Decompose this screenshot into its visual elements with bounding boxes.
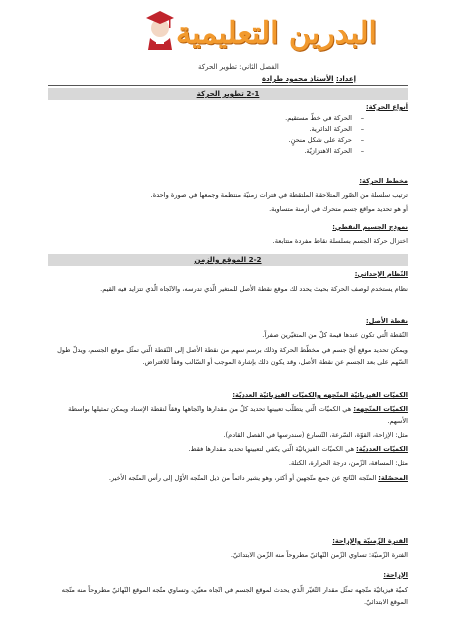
scalar-label: الكميّات العدديّة: bbox=[356, 445, 408, 453]
quantities-block bbox=[46, 390, 408, 484]
interval-heading: الفترة الزّمنيّة والإزاحة: bbox=[332, 537, 408, 545]
paragraph: الفترة الزّمنيّة: تساوي الزّمن النّهائيّ مطروحاً منه الزّمن الابتدائيّ. bbox=[230, 551, 408, 559]
paragraph: ويمكن تحديد موقع أيّ جسم في مخطّط الحركة وذلك برسم سهم من نقطة الأصل إلى النّقطة الّتي تمثّل موقع الجسم، ويدلّ طول السّهم على بعد الجسم عن نقطة الأصل، وقد يكون ذلك بإشارة الموجب أو السّالب وفقاً للافتراض. bbox=[57, 346, 408, 366]
resultant-label: المحصّلة: bbox=[378, 474, 408, 482]
section-band-1 bbox=[48, 88, 408, 100]
paragraph bbox=[46, 444, 408, 455]
origin-block bbox=[46, 316, 408, 368]
displacement-block bbox=[46, 570, 408, 608]
scalar-definition: هي الكميّات الفيزيائيّة الّتي يكفي لتعيينها تحديد مقدارها فقط. bbox=[188, 445, 357, 453]
interval-block bbox=[46, 536, 408, 561]
author-name: الأستاذ محمود طرادة bbox=[262, 75, 334, 83]
section-title-2: 2-2 الموقع والزمن bbox=[194, 255, 262, 264]
paragraph: نظام يستخدم لوصف الحركة بحيث يحدد لك موقع نقطة الأصل للمتغير الّذي تدرسه، والاتّجاه الّذي تتزايد فيه القيم. bbox=[100, 285, 408, 293]
vector-definition: هي الكميّات الّتي يتطلّب تعيينها تحديد كلّ من مقدارها واتّجاهها وفقاً لنقطة الإسناد ويمكن تمثيلها بواسطة الأسهم. bbox=[68, 405, 408, 425]
point-model-heading: نموذج الجسيم النقطي: bbox=[332, 223, 408, 231]
displacement-heading: الإزاحة: bbox=[383, 571, 408, 579]
list-item: – الحركة في خطّ مستقيم. bbox=[46, 113, 368, 124]
origin-heading: نقطة الأصل: bbox=[365, 317, 408, 325]
motion-types-heading: أنواع الحركة: bbox=[366, 103, 408, 111]
paragraph: كميّة فيزيائيّة متّجهه تمثّل مقدار التّغيّر الّذي يحدث لموقع الجسم في اتّجاه معيّن، وتساوي متّجه الموقع النّهائيّ مطروحاً منه متّجه الموقع الابتدائيّ. bbox=[61, 586, 408, 606]
paragraph: اختزال حركة الجسم بسلسلة نقاط مفردة متتابعة. bbox=[272, 237, 408, 245]
graduation-cap-icon bbox=[140, 4, 180, 52]
paragraph bbox=[46, 403, 408, 427]
paragraph: النّقطة الّتي تكون عندها قيمة كلّ من المتغيّرين صفراً. bbox=[262, 331, 408, 339]
point-model-block bbox=[46, 222, 408, 247]
prepared-by-label: إعداد: bbox=[336, 75, 357, 83]
coordinate-system-heading: النّظام الإحداثي: bbox=[354, 270, 408, 278]
paragraph: ترتيب سلسلة من الصّور المتلاحقة الملتقطة في فترات زمنيّة منتظمة وجمعها في صورة واحدة. bbox=[150, 191, 408, 199]
list-item: – الحركة الاهتزازيّة. bbox=[46, 146, 368, 157]
resultant-definition: المتّجه النّاتج عن جمع متّجهين أو أكثر، وهو يشير دائماً من ذيل المتّجه الأوّل إلى رأس المتّجه الأخير. bbox=[108, 474, 379, 482]
logo-wordmark: البدرين التعليمية bbox=[176, 16, 377, 51]
list-item: – الحركة الدائرية. bbox=[46, 124, 368, 135]
paragraph: أو هو تحديد مواقع جسم متحرك في أزمنة متساوية. bbox=[269, 205, 408, 213]
quantities-heading: الكميّات الفيزيائيّة المتّجهه والكميّات الفيزيائيّة العدديّة: bbox=[232, 391, 408, 399]
motion-diagram-block bbox=[46, 176, 408, 215]
author-line bbox=[262, 75, 356, 83]
section-title-1: 2-1 تطوير الحركة bbox=[196, 89, 260, 98]
coordinate-system-block bbox=[46, 269, 408, 296]
paragraph bbox=[46, 472, 408, 484]
site-logo bbox=[140, 4, 380, 60]
vector-label: الكميّات المتّجهه: bbox=[353, 405, 408, 413]
motion-diagram-heading: مخطط الحركة: bbox=[359, 177, 408, 185]
list-item: – حركة على شكل منحنٍ. bbox=[46, 135, 368, 146]
paragraph: مثل: الإزاحة، القوّة، السّرعة، التّسارع (سندرسها في الفصل القادم). bbox=[223, 431, 408, 439]
paragraph: مثل: المسافة، الزّمن، درجة الحرارة، الكتلة. bbox=[288, 459, 408, 467]
chapter-title: الفصل الثاني: تطوير الحركة bbox=[198, 63, 279, 71]
section-band-2 bbox=[48, 254, 408, 266]
motion-types-block bbox=[46, 102, 408, 157]
header-divider bbox=[48, 85, 408, 86]
